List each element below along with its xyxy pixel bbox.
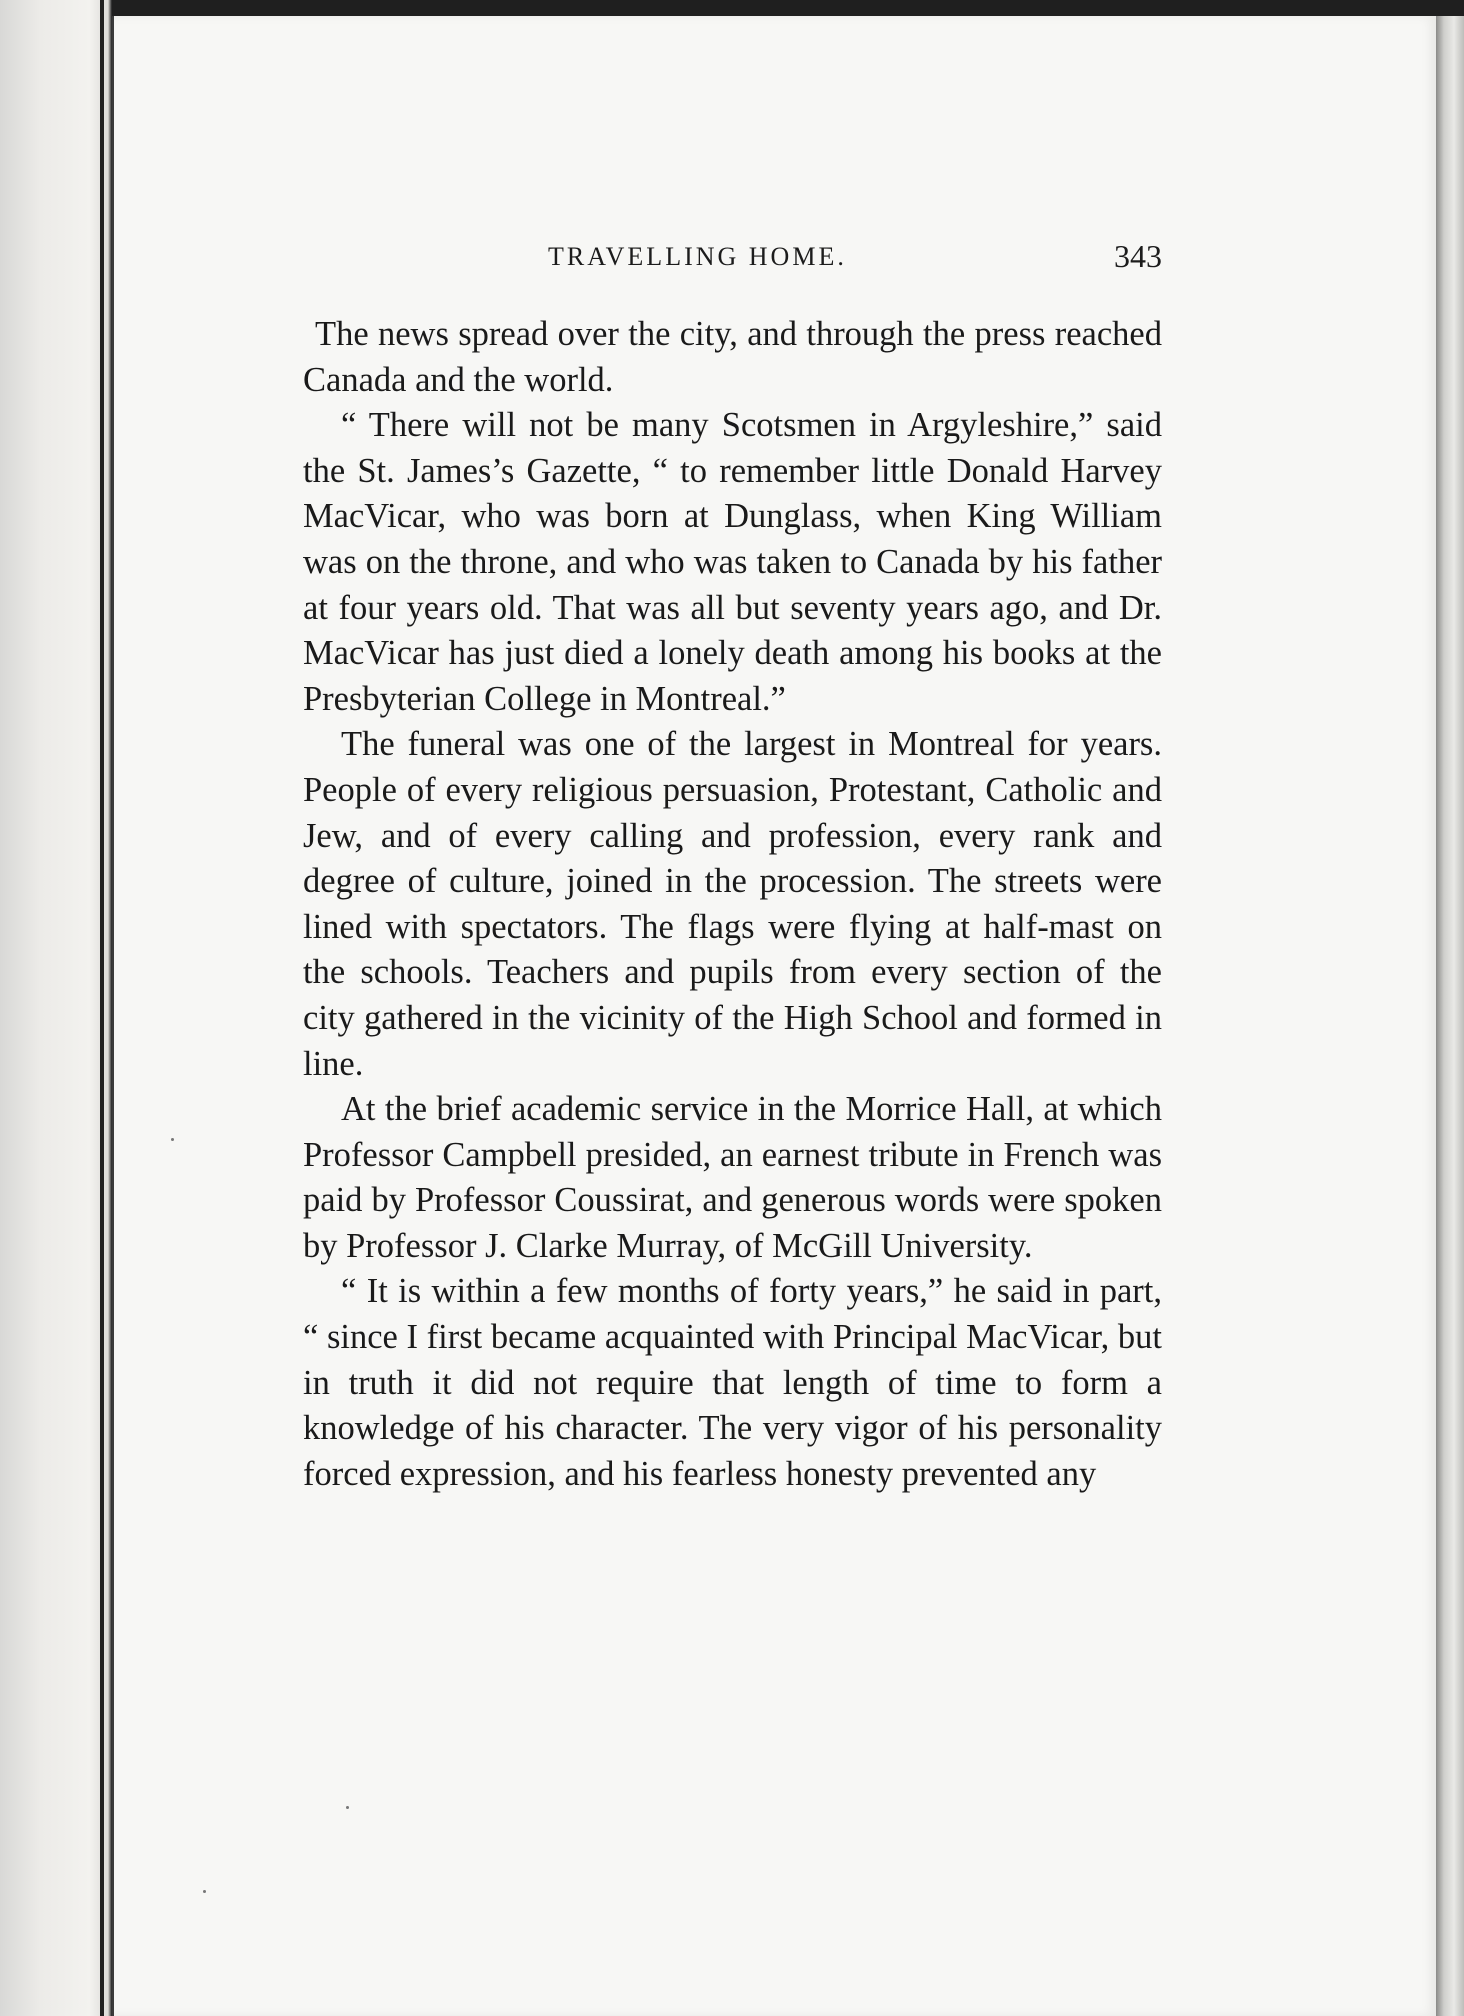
running-head: TRAVELLING HOME.: [548, 242, 847, 271]
paragraph: At the brief academic service in the Morrice Hall, at which Professor Campbell presided, an earnest tribute in French was paid by Professor Coussirat, and generous words were spoken by Professor J. Clarke Murray, of McGill University.: [303, 1090, 1162, 1265]
book-spine: [100, 0, 104, 2016]
facing-page-edge: [0, 0, 112, 2016]
scan-speck: [203, 1890, 206, 1893]
scan-speck: [171, 1138, 174, 1141]
paragraph: “ It is within a few months of forty years,” he said in part, “ since I first became acquainted with Principal MacVicar, but in truth it did not require that length of time to form a knowledge of his character. The very vigor of his personality forced expression, and his fearless honesty prevented any: [303, 1272, 1162, 1493]
page-header: [308, 238, 1162, 288]
scan-speck: [346, 1806, 349, 1809]
paragraph: “ There will not be many Scotsmen in Argyleshire,” said the St. James’s Gazette, “ to remember little Donald Harvey MacVicar, who was born at Dunglass, when King William was on the throne, and who was taken to Canada by his father at four years old. That was all but seventy years ago, and Dr. MacVicar has just died a lonely death among his books at the Presbyterian College in Montreal.”: [303, 406, 1162, 718]
scan-top-border: [112, 0, 1464, 16]
paragraph: The funeral was one of the largest in Montreal for years. People of every religious persuasion, Protestant, Catholic and Jew, and of every calling and profession, every rank and degree of culture, joined in the procession. The streets were lined with spectators. The flags were flying at half-mast on the schools. Teachers and pupils from every section of the city gathered in the vicinity of the High School and formed in line.: [303, 725, 1162, 1083]
page-edge-right: [1436, 16, 1464, 2016]
body-text: [303, 312, 1162, 1497]
paragraph: The news spread over the city, and through the press reached Canada and the world.: [303, 315, 1162, 399]
page-number: 343: [1114, 238, 1162, 274]
